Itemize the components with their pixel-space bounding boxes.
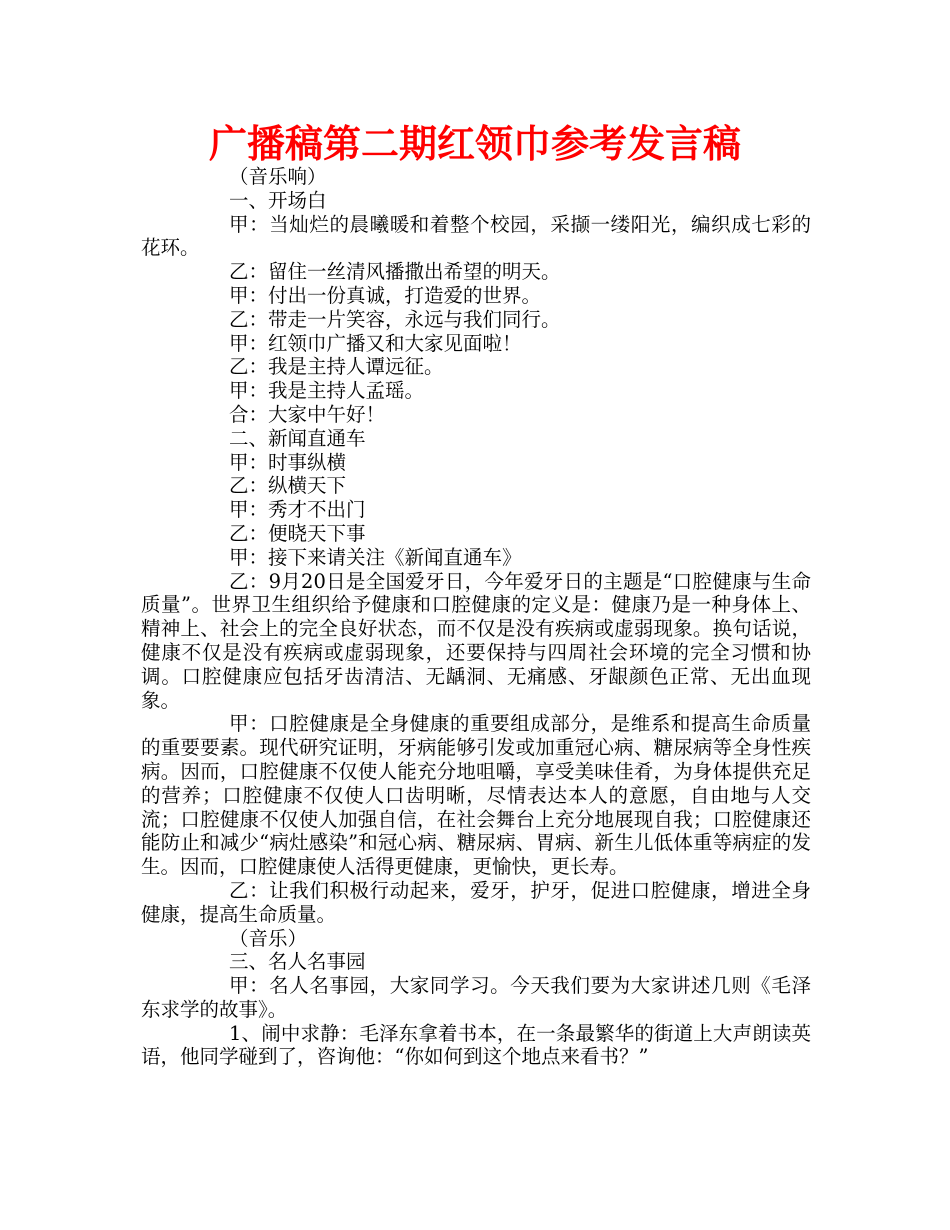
paragraph: 1、闹中求静：毛泽东拿着书本，在一条最繁华的街道上大声朗读英语，他同学碰到了，咨询他：“你如何到这个地点来看书？”: [141, 1021, 811, 1069]
paragraph: 乙：纵横天下: [229, 474, 347, 498]
document-title: 广播稿第二期红领巾参考发言稿: [208, 122, 741, 166]
paragraph: 乙：留住一丝清风播撒出希望的明天。: [229, 260, 561, 284]
paragraph: 甲：付出一份真诚，打造爱的世界。: [229, 283, 542, 307]
paragraph: 甲：时事纵横: [229, 450, 347, 474]
paragraph: 合：大家中午好！: [229, 402, 386, 426]
paragraph: 甲：当灿烂的晨曦暖和着整个校园，采撷一缕阳光，编织成七彩的花环。: [141, 212, 811, 260]
paragraph: 甲：口腔健康是全身健康的重要组成部分，是维系和提高生命质量的重要要素。现代研究证明，牙病能够引发或加重冠心病、糖尿病等全身性疾病。因而，口腔健康不仅使人能充分地咀嚼，享受美味佳肴，为身体提供充足的营养；口腔健康不仅使人口齿明晰，尽情表达本人的意愿，自由地与人交流；口腔健康不仅使人加强自信，在社会舞台上充分地展现自我；口腔健康还能防止和减少“病灶感染”和冠心病、糖尿病、胃病、新生儿低体重等病症的发生。因而，口腔健康使人活得更健康，更愉快，更长寿。: [141, 712, 811, 879]
document-body: [141, 165, 811, 1069]
paragraph: 甲：名人名事园，大家同学习。今天我们要为大家讲述几则《毛泽东求学的故事》。: [141, 974, 811, 1021]
paragraph: 乙：带走一片笑容，永远与我们同行。: [229, 307, 561, 331]
paragraph-music-cue: （音乐）: [229, 926, 308, 950]
paragraph: 甲：我是主持人孟瑶。: [229, 379, 425, 403]
paragraph: 乙：让我们积极行动起来，爱牙，护牙，促进口腔健康，增进全身健康，提高生命质量。: [141, 878, 811, 926]
paragraph: 乙：便晓天下事: [229, 521, 366, 545]
paragraph: 乙：9月20日是全国爱牙日，今年爱牙日的主题是“口腔健康与生命质量”。世界卫生组织给予健康和口腔健康的定义是：健康乃是一种身体上、精神上、社会上的完全良好状态，而不仅是没有疾病或虚弱现象。换句话说，健康不仅是没有疾病或虚弱现象，还要保持与四周社会环境的完全习惯和协调。口腔健康应包括牙齿清洁、无龋洞、无痛感、牙龈颜色正常、无出血现象。: [141, 569, 811, 712]
section-heading-opening: 一、开场白: [229, 188, 327, 212]
paragraph: 甲：红领巾广播又和大家见面啦！: [229, 331, 522, 355]
paragraph: 乙：我是主持人谭远征。: [229, 355, 444, 379]
paragraph: 甲：接下来请关注《新闻直通车》: [229, 545, 522, 569]
section-heading-famous-people: 三、名人名事园: [229, 950, 366, 974]
paragraph-music-cue: （音乐响）: [229, 165, 327, 188]
paragraph: 甲：秀才不出门: [229, 498, 366, 522]
section-heading-news: 二、新闻直通车: [229, 426, 366, 450]
